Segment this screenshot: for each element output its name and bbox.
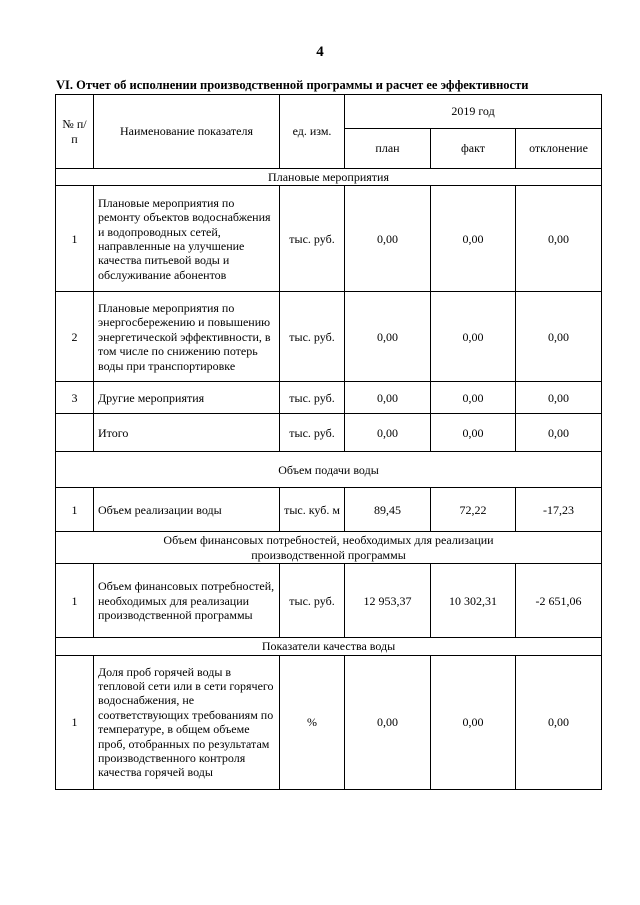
report-table — [55, 94, 602, 790]
row-fact: 0,00 — [431, 382, 516, 414]
row-name: Плановые мероприятия по ремонту объектов водоснабжения и водопроводных сетей, направленные на улучшение качества питьевой воды и обслуживание абонентов — [94, 186, 280, 292]
row-name: Итого — [94, 414, 280, 452]
row-deviation: -2 651,06 — [516, 564, 602, 638]
header-name: Наименование показателя — [94, 95, 280, 169]
page-number: 4 — [316, 44, 324, 60]
row-fact: 72,22 — [431, 488, 516, 532]
row-name: Другие мероприятия — [94, 382, 280, 414]
row-num — [56, 414, 94, 452]
header-plan: план — [345, 129, 431, 169]
row-num: 2 — [56, 292, 94, 382]
table-row-total — [56, 414, 602, 452]
row-unit: тыс. руб. — [280, 186, 345, 292]
row-fact: 10 302,31 — [431, 564, 516, 638]
row-num: 1 — [56, 655, 94, 789]
row-deviation: 0,00 — [516, 382, 602, 414]
row-unit: тыс. руб. — [280, 292, 345, 382]
row-plan: 0,00 — [345, 292, 431, 382]
report-title: VI. Отчет об исполнении производственной программы и расчет ее эффективности — [56, 78, 529, 92]
row-plan: 12 953,37 — [345, 564, 431, 638]
row-plan: 0,00 — [345, 414, 431, 452]
row-unit: тыс. руб. — [280, 564, 345, 638]
row-unit: тыс. руб. — [280, 382, 345, 414]
header-unit: ед. изм. — [280, 95, 345, 169]
header-deviation: отклонение — [516, 129, 602, 169]
row-plan: 0,00 — [345, 655, 431, 789]
header-year: 2019 год — [345, 95, 602, 129]
table-row — [56, 488, 602, 532]
row-name: Объем реализации воды — [94, 488, 280, 532]
header-fact: факт — [431, 129, 516, 169]
row-fact: 0,00 — [431, 186, 516, 292]
row-name: Плановые мероприятия по энергосбережению и повышению энергетической эффективности, в том числе по снижению потерь воды при транспортировке — [94, 292, 280, 382]
row-num: 3 — [56, 382, 94, 414]
table-row — [56, 655, 602, 789]
row-unit: тыс. куб. м — [280, 488, 345, 532]
section-quality: Показатели качества воды — [56, 638, 602, 655]
row-plan: 0,00 — [345, 382, 431, 414]
row-unit: % — [280, 655, 345, 789]
section-row — [56, 169, 602, 186]
row-deviation: 0,00 — [516, 655, 602, 789]
row-deviation: 0,00 — [516, 186, 602, 292]
table-header-row — [56, 95, 602, 129]
row-name: Доля проб горячей воды в тепловой сети или в сети горячего водоснабжения, не соответствующих требованиям по температуре, в общем объеме проб, отобранных по результатам производственного контроля качества горячей воды — [94, 655, 280, 789]
section-supply: Объем подачи воды — [56, 452, 602, 488]
row-plan: 89,45 — [345, 488, 431, 532]
table-row — [56, 382, 602, 414]
row-deviation: 0,00 — [516, 292, 602, 382]
row-plan: 0,00 — [345, 186, 431, 292]
table-row — [56, 186, 602, 292]
row-num: 1 — [56, 564, 94, 638]
row-fact: 0,00 — [431, 655, 516, 789]
section-planned: Плановые мероприятия — [56, 169, 602, 186]
row-deviation: 0,00 — [516, 414, 602, 452]
section-finance: Объем финансовых потребностей, необходимых для реализации производственной программы — [56, 532, 602, 564]
row-fact: 0,00 — [431, 292, 516, 382]
table-row — [56, 564, 602, 638]
row-num: 1 — [56, 488, 94, 532]
row-name: Объем финансовых потребностей, необходимых для реализации производственной программы — [94, 564, 280, 638]
header-num: № п/п — [56, 95, 94, 169]
section-row — [56, 452, 602, 488]
row-unit: тыс. руб. — [280, 414, 345, 452]
row-fact: 0,00 — [431, 414, 516, 452]
row-num: 1 — [56, 186, 94, 292]
table-row — [56, 292, 602, 382]
row-deviation: -17,23 — [516, 488, 602, 532]
section-row — [56, 532, 602, 564]
section-row — [56, 638, 602, 655]
